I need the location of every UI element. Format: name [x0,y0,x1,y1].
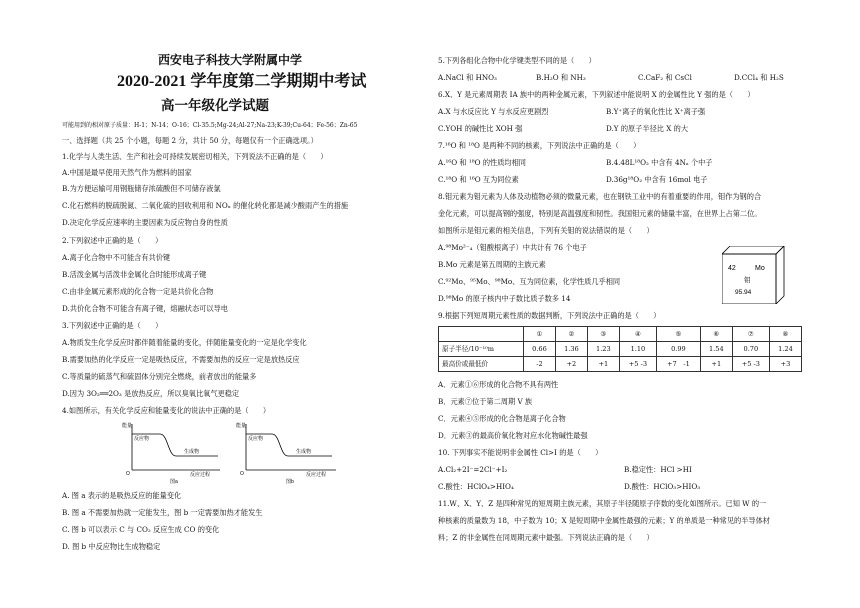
q11-stem-line2: 种核素的质量数为 18，中子数为 10；X 是短周期中金属性最强的元素；Y 的单质是一种常见的半导体材 [438,516,770,525]
q1-option-c: C.化石燃料的脱硫脱氮、二氧化硫的回收利用和 NOₓ 的催化转化都是减少酸雨产生的措施 [62,201,349,210]
q10-option-c: C.酸性：HClO₄>HIO₄ [438,482,514,491]
q4-option-a: A. 图 a 表示的是吸热反应的能量变化 [62,491,182,500]
table-header-cell: ⑤ [657,327,701,342]
diagram-b-xlabel: 反应过程 [306,472,327,478]
q3-option-b: B.需要加热的化学反应一定是吸热反应，不需要加热的反应一定是放热反应 [62,355,300,364]
table-cell: -2 [524,357,556,372]
q3-option-d: D.因为 3O₂══2O₃ 是放热反应，所以臭氧比氧气更稳定 [62,389,240,398]
q8-option-c: C.⁹²Mo、⁹⁵Mo、⁹⁸Mo、互为同位素，化学性质几乎相同 [438,277,621,286]
table-header-cell: ① [524,327,556,342]
diagram-a-reactant: 反应物 [134,436,150,442]
q5-stem: 5.下列各组化合物中化学键类型不同的是（ ） [438,56,596,65]
table-cell: +1 [587,357,619,372]
section-heading: 一、选择题（共 25 个小题，每题 2 分，共计 50 分，每题仅有一个正确选项。） [62,136,318,145]
q11-stem-line3: 料；Z 的非金属性在同周期元素中最强。下列说法正确的是（ ） [438,533,654,542]
table-header-cell: ② [555,327,587,342]
q6-option-c: C.YOH 的碱性比 XOH 强 [438,124,523,133]
q3-option-a: A.物质发生化学反应时都伴随着能量的变化，伴随能量变化的一定是化学变化 [62,338,307,347]
diagram-a-product: 生成物 [184,449,200,455]
q10-stem: 10. 下列事实不能说明非金属性 Cl>I 的是（ ） [438,448,603,457]
table-cell: 原子半径/10⁻¹⁰m [439,342,524,357]
diagram-b-caption: 图b [286,479,294,484]
q10-option-b: B.稳定性：HCl >HI [624,465,692,474]
q8-stem-line3: 如图所示是钼元素的相关信息，下列有关钼的说法错误的是（ ） [438,226,654,235]
q4-option-b: B. 图 a 不需要加热就一定能发生，图 b 一定需要加热才能发生 [62,508,263,517]
q6-stem: 6.X、Y 是元素周期表 IA 族中的两种金属元素，下列叙述中能说明 X 的金属性比 Y 强的是（ ） [438,90,755,99]
q9-option-b: B．元素⑦位于第二周期 V 族 [438,397,533,406]
q3-option-c: C.等质量的硫蒸气和硫固体分别完全燃烧，前者放出的能量多 [62,372,257,381]
q7-stem: 7.¹⁶O 和 ¹⁸O 是两种不同的核素，下列说法中正确的是（ ） [438,141,641,150]
q5-option-a: A.NaCl 和 HNO₃ [438,73,497,82]
q1-option-d: D.决定化学反应速率的主要因素为反应物自身的性质 [62,218,228,227]
q7-option-a: A.¹⁶O 和 ¹⁸O 的性质均相同 [438,158,526,167]
table-cell: 1.54 [700,342,732,357]
table-header-cell: ③ [587,327,619,342]
table-cell: 0.66 [524,342,556,357]
school-name: 西安电子科技大学附属中学 [158,53,303,67]
table-cell: +3 [769,357,801,372]
q8-stem-line2: 金化元素，可以提高钢的强度，特别是高温强度和韧性。我国钼元素的储量丰富，在世界上占第二位。 [438,209,762,218]
q2-stem: 2.下列叙述中正确的是（ ） [62,236,163,245]
table-cell: 0.99 [657,342,701,357]
q9-stem: 9.根据下列短周期元素性质的数据判断，下列说法中正确的是（ ） [438,311,661,320]
q6-option-b: B.Y⁺离子的氧化性比 X⁺离子强 [606,107,706,116]
table-row [439,342,802,357]
table-row [439,357,802,372]
q10-option-d: D.酸性：HClO₃>HIO₃ [624,482,701,491]
table-cell: 1.36 [555,342,587,357]
q9-option-d: D．元素③的最高价氧化物对应水化物碱性最强 [438,431,588,440]
q9-option-a: A．元素①⑥形成的化合物不具有两性 [438,380,559,389]
q7-option-d: D.36g¹⁸O₂ 中含有 16mol 电子 [606,175,708,184]
q5-option-d: D.CCl₄ 和 H₂S [734,73,784,82]
diagram-b-reactant: 反应物 [248,436,264,442]
table-header-cell: ⑥ [700,327,732,342]
diagram-b-product: 生成物 [296,449,312,455]
table-header-cell: ⑦ [732,327,769,342]
diagram-a-origin: O [126,471,130,477]
q8-option-d: D.⁹⁸Mo 的原子核内中子数比质子数多 14 [438,294,571,303]
atomic-masses: 可能用到的相对原子质量：H-1；N-14；O-16；Cl-35.5;Mg-24;Al-27;Na-23;K-39;Cu-64；Fe-56；Zn-65 [62,122,358,129]
q2-option-b: B.活泼金属与活泼非金属化合时能形成离子键 [62,270,207,279]
q6-option-d: D.Y 的原子半径比 X 的大 [606,124,689,133]
diagram-b [236,422,336,484]
q9-option-c: C．元素④⑤形成的化合物是离子化合物 [438,414,566,423]
table-cell: +5 -3 [619,357,656,372]
q2-option-d: D.共价化合物不可能含有离子键，熔融状态可以导电 [62,304,228,313]
diagram-a [122,422,220,484]
q5-option-b: B.H₂O 和 NH₃ [536,73,586,82]
table-cell: +2 [555,357,587,372]
table-cell: 0.70 [732,342,769,357]
q3-stem: 3.下列叙述中正确的是（ ） [62,321,163,330]
q9-data-table [438,326,802,372]
table-cell: +5 -3 [732,357,769,372]
q7-option-b: B.4.48L¹⁸O₂ 中含有 4Nₐ 个中子 [606,158,713,167]
q8-stem-line1: 8.钼元素为钼元素为人体及动植物必须的微量元素，也在钢铁工业中的有着重要的作用，钼作为钢的合 [438,192,762,201]
table-cell: 最高价或最低价 [439,357,524,372]
q2-option-a: A.离子化合物中不可能含有共价键 [62,253,171,262]
q1-option-a: A.中国是最早使用天然气作为燃料的国家 [62,168,192,177]
q2-option-c: C.由非金属元素形成的化合物一定是共价化合物 [62,287,214,296]
table-header-cell: ④ [619,327,656,342]
table-cell: 1.23 [587,342,619,357]
mo-atomic-number: 42 [728,265,736,272]
q11-stem-line1: 11.W、X、Y、Z 是四种常见的短周期主族元素，其原子半径随原子序数的变化如图所示。已知 W 的一 [438,499,767,508]
q4-option-d: D. 图 b 中反应物比生成物稳定 [62,542,161,551]
q10-option-a: A.Cl₂+2I⁻=2Cl⁻+I₂ [438,465,508,474]
subject-title: 高一年级化学试题 [161,98,269,114]
table-header-cell: ⑧ [769,327,801,342]
q8-option-a: A.⁹⁸Mo²⁻₄（钼酸根离子）中共计有 76 个电子 [438,243,587,252]
diagram-a-xlabel: 反应过程 [190,472,211,478]
mo-chinese-name: 钼 [744,277,751,284]
energy-diagrams [120,420,350,484]
table-cell: +7 -1 [657,357,701,372]
q5-option-c: C.CaF₂ 和 CsCl [638,73,692,82]
diagram-a-ylabel: 能量 [122,423,133,429]
q6-option-a: A.X 与水反应比 Y 与水反应更剧烈 [438,107,549,116]
mo-atomic-mass: 95.94 [735,289,752,296]
table-cell: +1 [700,357,732,372]
table-header-row [439,327,802,342]
q1-option-b: B.为方便运输可用钢瓶储存浓硫酸但不可储存液氯 [62,184,221,193]
q7-option-c: C.¹⁸O 和 ¹⁶O 互为同位素 [438,175,519,184]
diagram-a-caption: 图a [170,479,178,484]
mo-symbol: Mo [755,265,765,272]
diagram-b-origin: O [240,471,244,477]
diagram-b-ylabel: 能量 [236,423,247,429]
q4-stem: 4.如图所示，有关化学反应和能量变化的说法中正确的是（ ） [62,406,271,415]
q8-option-b: B.Mo 元素是第五周期的主族元素 [438,260,546,269]
table-cell: 1.24 [769,342,801,357]
table-cell: 1.10 [619,342,656,357]
exam-title: 2020-2021 学年度第二学期期中考试 [117,73,367,90]
q1-stem: 1.化学与人类生活、生产和社会可持续发展密切相关，下列说法不正确的是（ ） [62,152,328,161]
table-header-cell [439,327,524,342]
q4-option-c: C. 图 b 可以表示 C 与 CO₂ 反应生成 CO 的变化 [62,525,220,534]
mo-element-box [722,246,786,304]
